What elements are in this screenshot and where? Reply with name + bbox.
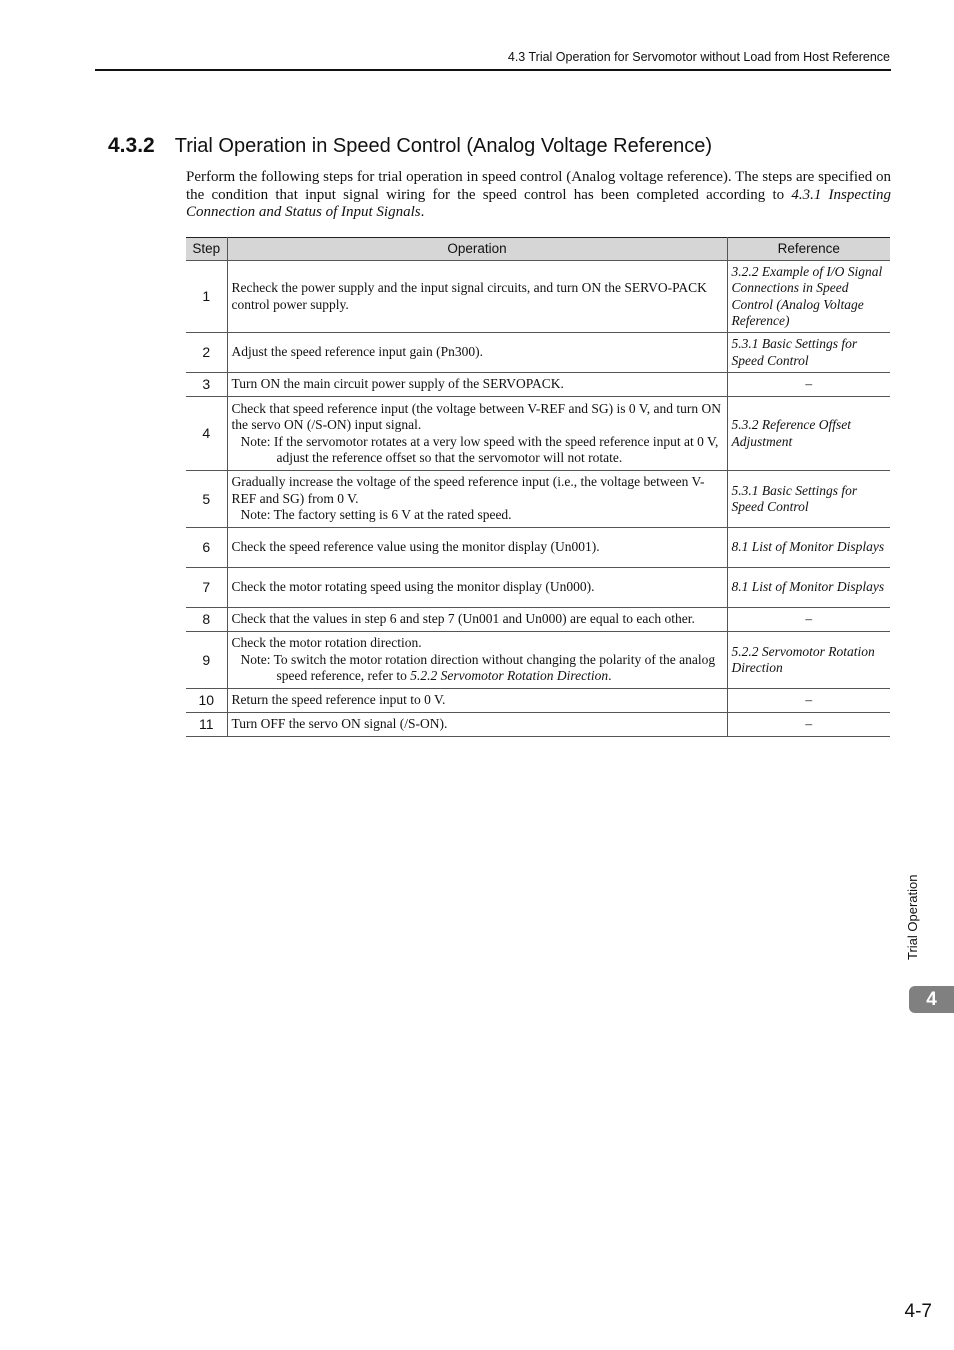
operation-cell: Adjust the speed reference input gain (Pn300). [227, 333, 727, 373]
reference-cell: 5.3.2 Reference Offset Adjustment [727, 397, 890, 471]
intro-paragraph [186, 169, 891, 222]
reference-cell: 5.2.2 Servomotor Rotation Direction [727, 632, 890, 689]
header-step: Step [186, 238, 227, 261]
operation-note: Note: If the servomotor rotates at a very low speed with the speed reference input at 0 V, adjust the reference offset so that the servomotor will not rotate. [240, 433, 719, 465]
operation-cell: Turn OFF the servo ON signal (/S-ON). [227, 713, 727, 737]
step-number: 8 [186, 608, 227, 632]
operation-note [232, 652, 723, 685]
page-number: 4-7 [904, 1301, 932, 1322]
table-row [186, 333, 890, 373]
side-chapter-label: Trial Operation [905, 874, 920, 960]
table-row [186, 397, 890, 471]
step-number: 3 [186, 373, 227, 397]
step-number: 11 [186, 713, 227, 737]
table-row [186, 568, 890, 608]
reference-cell: 5.3.1 Basic Settings for Speed Control [727, 471, 890, 528]
operation-cell: Check that the values in step 6 and step 7 (Un001 and Un000) are equal to each other. [227, 608, 727, 632]
operation-cell: Turn ON the main circuit power supply of the SERVOPACK. [227, 373, 727, 397]
operation-cell: Recheck the power supply and the input signal circuits, and turn ON the SERVO-PACK control power supply. [227, 261, 727, 333]
reference-cell: – [727, 689, 890, 713]
table-row [186, 689, 890, 713]
header-reference: Reference [727, 238, 890, 261]
table-header-row [186, 238, 890, 261]
chapter-tab: 4 [909, 986, 954, 1013]
table-row [186, 608, 890, 632]
operation-cell [227, 632, 727, 689]
table-row [186, 373, 890, 397]
note-cross-reference: 5.2.2 Servomotor Rotation Direction [410, 668, 609, 684]
table-row [186, 471, 890, 528]
reference-cell: – [727, 373, 890, 397]
step-number: 10 [186, 689, 227, 713]
reference-cell: 8.1 List of Monitor Displays [727, 528, 890, 568]
step-number: 4 [186, 397, 227, 471]
operation-text: Check that speed reference input (the voltage between V-REF and SG) is 0 V, and turn ON the servo ON (/S-ON) input signal. [231, 400, 722, 432]
operation-text: Gradually increase the voltage of the speed reference input (i.e., the voltage between V-REF and SG) from 0 V. [231, 474, 705, 506]
table-row [186, 713, 890, 737]
intro-end: . [420, 204, 425, 220]
table-row [186, 632, 890, 689]
operation-cell: Check the speed reference value using the monitor display (Un001). [227, 528, 727, 568]
note-text: Note: To switch the motor rotation direction without changing the polarity of the analog speed reference, refer to [240, 651, 716, 684]
operation-cell: Return the speed reference input to 0 V. [227, 689, 727, 713]
reference-cell: 8.1 List of Monitor Displays [727, 568, 890, 608]
step-number: 5 [186, 471, 227, 528]
section-title: Trial Operation in Speed Control (Analog Voltage Reference) [174, 135, 713, 157]
step-number: 1 [186, 261, 227, 333]
note-end: . [608, 668, 612, 684]
operation-text: Check the motor rotation direction. [231, 635, 422, 651]
operation-cell: Check the motor rotating speed using the monitor display (Un000). [227, 568, 727, 608]
running-header: 4.3 Trial Operation for Servomotor without Load from Host Reference [507, 50, 890, 64]
procedure-table [186, 237, 890, 737]
section-number: 4.3.2 [108, 134, 155, 157]
reference-cell: – [727, 713, 890, 737]
table-row [186, 528, 890, 568]
table-row [186, 261, 890, 333]
step-number: 2 [186, 333, 227, 373]
reference-cell: – [727, 608, 890, 632]
section-heading [108, 133, 712, 159]
operation-cell [227, 471, 727, 528]
header-operation: Operation [227, 238, 727, 261]
header-rule [95, 69, 891, 71]
reference-cell: 3.2.2 Example of I/O Signal Connections in Speed Control (Analog Voltage Reference) [727, 261, 890, 333]
intro-text: Perform the following steps for trial operation in speed control (Analog voltage reference). The steps are specified on the condition that input signal wiring for the speed control has been completed according to [186, 169, 891, 203]
step-number: 9 [186, 632, 227, 689]
step-number: 7 [186, 568, 227, 608]
operation-note: Note: The factory setting is 6 V at the rated speed. [240, 507, 512, 523]
reference-cell: 5.3.1 Basic Settings for Speed Control [727, 333, 890, 373]
operation-cell [227, 397, 727, 471]
intro-cross-reference: 4.3.1 Inspecting Connection and Status of Input Signals [186, 186, 891, 220]
step-number: 6 [186, 528, 227, 568]
